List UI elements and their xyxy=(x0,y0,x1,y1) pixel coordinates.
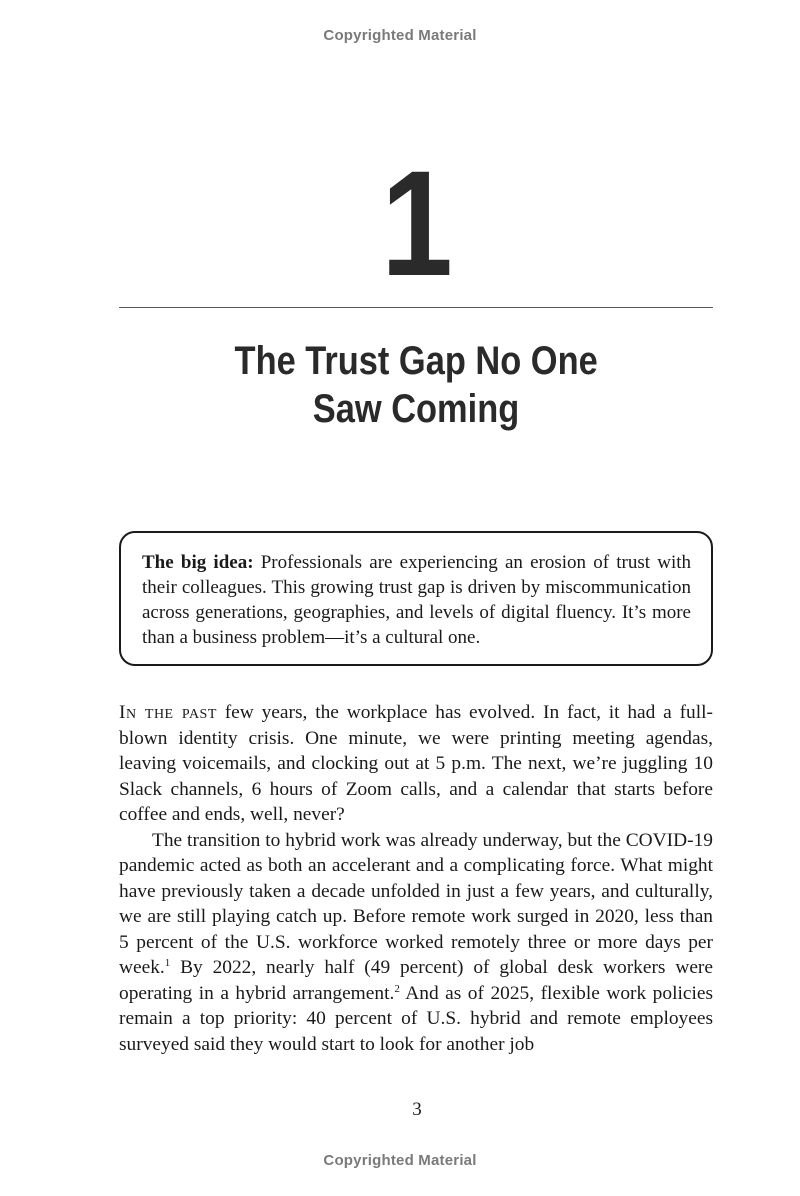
chapter-title-line-1: The Trust Gap No One xyxy=(234,339,598,383)
paragraph-1 xyxy=(119,700,713,828)
chapter-body xyxy=(119,700,713,1057)
paragraph-2-text-c: And as of 2025, flexible work policies remain a top priority: 40 percent of U.S. hybrid and remote employees surveyed said they would start to look for another job xyxy=(119,982,713,1055)
paragraph-2-text-b: By 2022, nearly half (49 percent) of global desk workers were operating in a hybrid arrangement. xyxy=(119,957,713,1004)
callout-lead: The big idea: xyxy=(142,552,254,573)
chapter-title xyxy=(119,337,713,433)
page-number: 3 xyxy=(412,1099,422,1120)
chapter-title-line-2: Saw Coming xyxy=(312,387,520,431)
paragraph-2-text-a: The transition to hybrid work was already underway, but the COVID-19 pandemic acted as both an accelerant and a complicating force. What might have previously taken a decade unfolded in just a few years, and culturally, we are still playing catch up. Before remote work surged in 2020, less than 5 percent of the U.S. workforce worked remotely three or more days per week. xyxy=(119,829,713,978)
copyright-watermark-bottom: Copyrighted Material xyxy=(323,1152,477,1169)
paragraph-2 xyxy=(119,828,713,1058)
callout-text: Professionals are experiencing an erosion of trust with their colleagues. This growing trust gap is driven by miscommunication across generations, geographies, and levels of digital fluency. It’s more than a business problem—it’s a cultural one. xyxy=(142,552,692,648)
footnote-ref-1: 1 xyxy=(164,957,171,969)
chapter-divider xyxy=(119,307,713,308)
footnote-ref-2: 2 xyxy=(394,982,400,995)
copyright-watermark-top: Copyrighted Material xyxy=(323,27,477,44)
big-idea-callout xyxy=(119,531,713,666)
chapter-number: 1 xyxy=(381,139,453,307)
paragraph-1-opening: In the past xyxy=(119,702,217,723)
paragraph-1-text: few years, the workplace has evolved. In fact, it had a full-blown identity crisis. One minute, we were printing meeting agendas, leaving voicemails, and clocking out at 5 p.m. The next, we’re juggling 10 Slack channels, 6 hours of Zoom calls, and a calendar that starts before coffee and ends, well, never? xyxy=(119,702,713,825)
